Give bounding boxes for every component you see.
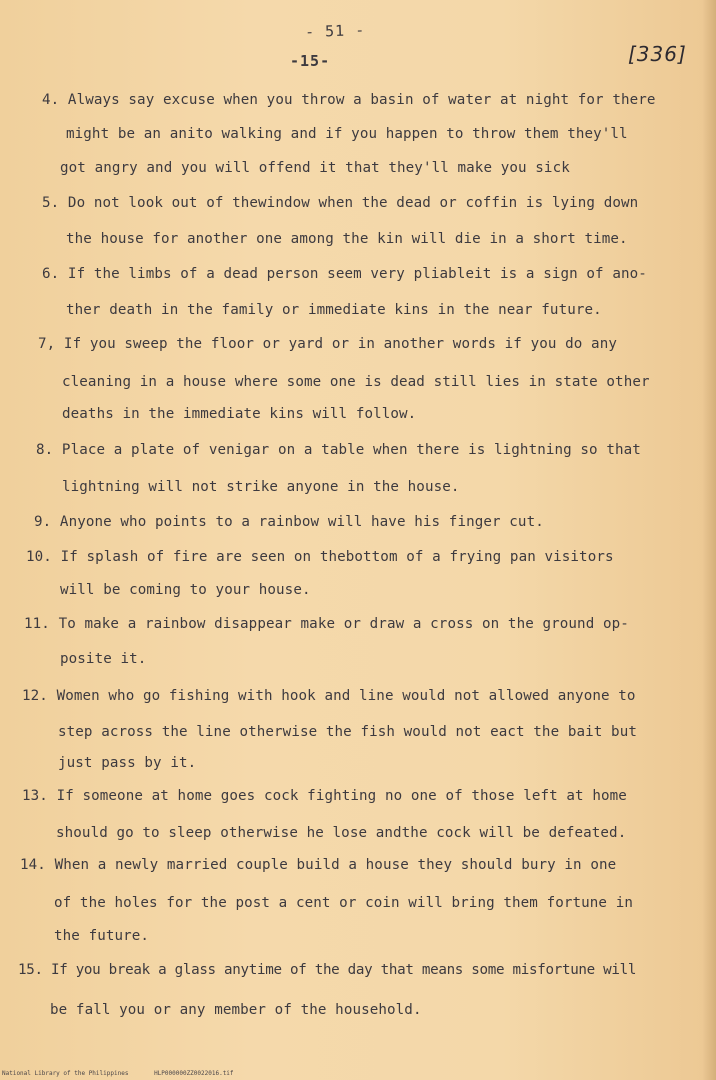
item-12-line-1: 12. Women who go fishing with hook and line would not allowed anyone to	[22, 688, 636, 704]
item-5-line-2: the house for another one among the kin will die in a short time.	[66, 231, 628, 247]
item-11-line-1: 11. To make a rainbow disappear make or draw a cross on the ground op-	[24, 616, 629, 632]
page-number-alt: -15-	[290, 52, 331, 70]
item-5-line-1: 5. Do not look out of thewindow when the dead or coffin is lying down	[42, 195, 639, 211]
item-9-line-1: 9. Anyone who points to a rainbow will have his finger cut.	[34, 514, 544, 530]
page-number: - 51 -	[304, 20, 366, 42]
item-15-line-1: 15. If you break a glass anytime of the day that means some misfortune will	[18, 962, 637, 978]
scan-footer	[2, 1070, 256, 1077]
item-7-line-3: deaths in the immediate kins will follow.	[62, 406, 417, 422]
item-8-line-2: lightning will not strike anyone in the house.	[62, 479, 460, 495]
item-10-line-2: will be coming to your house.	[60, 582, 311, 598]
item-4-line-1: 4. Always say excuse when you throw a basin of water at night for there	[42, 92, 656, 108]
item-8-line-1: 8. Place a plate of venigar on a table when there is lightning so that	[36, 442, 641, 458]
item-6-line-1: 6. If the limbs of a dead person seem very pliableit is a sign of ano-	[42, 266, 647, 282]
file-id: HLP000000ZZ0022016.tif	[154, 1070, 234, 1077]
item-4-line-3: got angry and you will offend it that they'll make you sick	[60, 160, 570, 176]
item-11-line-2: posite it.	[60, 651, 147, 667]
item-4-line-2: might be an anito walking and if you happen to throw them they'll	[66, 126, 628, 142]
paper-edge-shadow	[702, 0, 716, 1080]
item-15-line-2: be fall you or any member of the household.	[50, 1002, 422, 1018]
item-7-line-1: 7, If you sweep the floor or yard or in another words if you do any	[38, 336, 617, 352]
item-7-line-2: cleaning in a house where some one is dead still lies in state other	[62, 374, 650, 390]
item-14-line-3: the future.	[54, 928, 150, 944]
item-12-line-2: step across the line otherwise the fish would not eact the bait but	[58, 724, 637, 740]
item-13-line-1: 13. If someone at home goes cock fighting no one of those left at home	[22, 788, 627, 804]
item-14-line-1: 14. When a newly married couple build a house they should bury in one	[20, 857, 617, 873]
item-12-line-3: just pass by it.	[58, 755, 197, 771]
item-14-line-2: of the holes for the post a cent or coin will bring them fortune in	[54, 895, 633, 911]
item-10-line-1: 10. If splash of fire are seen on thebottom of a frying pan visitors	[26, 549, 614, 565]
item-13-line-2: should go to sleep otherwise he lose andthe cock will be defeated.	[56, 825, 627, 841]
library-name: National Library of the Philippines	[2, 1070, 129, 1077]
reference-code: [336]	[628, 42, 687, 66]
item-6-line-2: ther death in the family or immediate kins in the near future.	[66, 302, 602, 318]
